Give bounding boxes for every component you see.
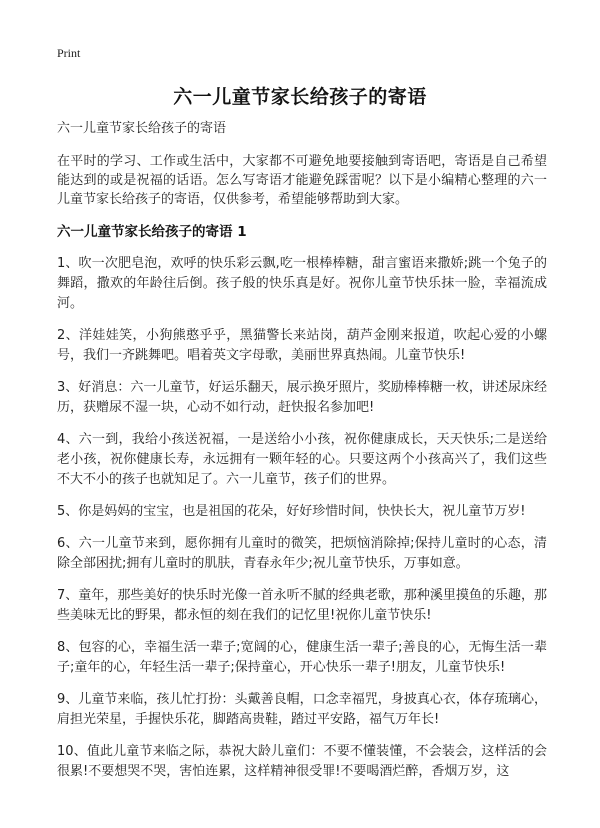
message-item-8: 8、包容的心，幸福生活一辈子;宽阔的心，健康生活一辈子;善良的心，无悔生活一辈子;童年的心，年轻生活一辈子;保持童心，开心快乐一辈子!朋友，儿童节快乐!: [57, 640, 547, 675]
message-item-7: 7、童年，那些美好的快乐时光像一首永听不腻的经典老歌，那种溪里摸鱼的乐趣，那些美味无比的野果，都永恒的刻在我们的记忆里!祝你儿童节快乐!: [57, 588, 547, 623]
message-item-6: 6、六一儿童节来到，愿你拥有儿童时的微笑，把烦恼消除掉;保持儿童时的心态，清除全部困扰;拥有儿童时的肌肤，青春永年少;祝儿童节快乐，万事如意。: [57, 536, 547, 571]
message-item-10: 10、值此儿童节来临之际，恭祝大龄儿童们：不要不懂装懂，不会装会，这样活的会很累!不要想哭不哭，害怕连累，这样精神很受罪!不要喝酒烂醉，香烟万岁，这: [57, 744, 547, 779]
print-link[interactable]: Print: [57, 46, 81, 60]
section-heading: 六一儿童节家长给孩子的寄语 1: [57, 224, 247, 240]
article-body: [57, 119, 547, 794]
message-item-9: 9、儿童节来临，孩儿忙打扮：头戴善良帽，口念幸福咒，身披真心衣，体存琉璃心，肩担光荣星，手握快乐花，脚踏高贵鞋，踏过平安路，福气万年长!: [57, 692, 547, 727]
message-item-3: 3、好消息：六一儿童节，好运乐翻天，展示换牙照片，奖励棒棒糖一枚，讲述尿床经历，获赠尿不湿一块，心动不如行动，赶快报名参加吧!: [57, 380, 547, 415]
message-item-2: 2、洋娃娃笑，小狗熊憨乎乎，黑猫警长来站岗，葫芦金刚来报道，吹起心爱的小螺号，我们一齐跳舞吧。唱着英文字母歌，美丽世界真热闹。儿童节快乐!: [57, 328, 547, 363]
message-item-4: 4、六一到，我给小孩送祝福，一是送给小小孩，祝你健康成长，天天快乐;二是送给老小孩，祝你健康长寿，永远拥有一颗年轻的心。只要这两个小孩高兴了，我们这些不大不小的孩子也就知足了。六一儿童节，孩子们的世界。: [57, 432, 547, 487]
message-item-1: 1、吹一次肥皂泡，欢呼的快乐彩云飘,吃一根棒棒糖，甜言蜜语来撒娇;跳一个兔子的舞蹈，撒欢的年龄往后倒。孩子般的快乐真是好。祝你儿童节快乐抹一脸，幸福流成河。: [57, 256, 547, 311]
intro-paragraph: 在平时的学习、工作或生活中，大家都不可避免地要接触到寄语吧，寄语是自己希望能达到的或是祝福的话语。怎么写寄语才能避免踩雷呢？以下是小编精心整理的六一儿童节家长给孩子的寄语，仅供参考，希望能够帮助到大家。: [57, 154, 547, 207]
page-title: 六一儿童节家长给孩子的寄语: [173, 86, 427, 108]
article-subtitle: 六一儿童节家长给孩子的寄语: [57, 121, 227, 136]
message-item-5: 5、你是妈妈的宝宝，也是祖国的花朵，好好珍惜时间，快快长大，祝儿童节万岁!: [57, 504, 526, 519]
